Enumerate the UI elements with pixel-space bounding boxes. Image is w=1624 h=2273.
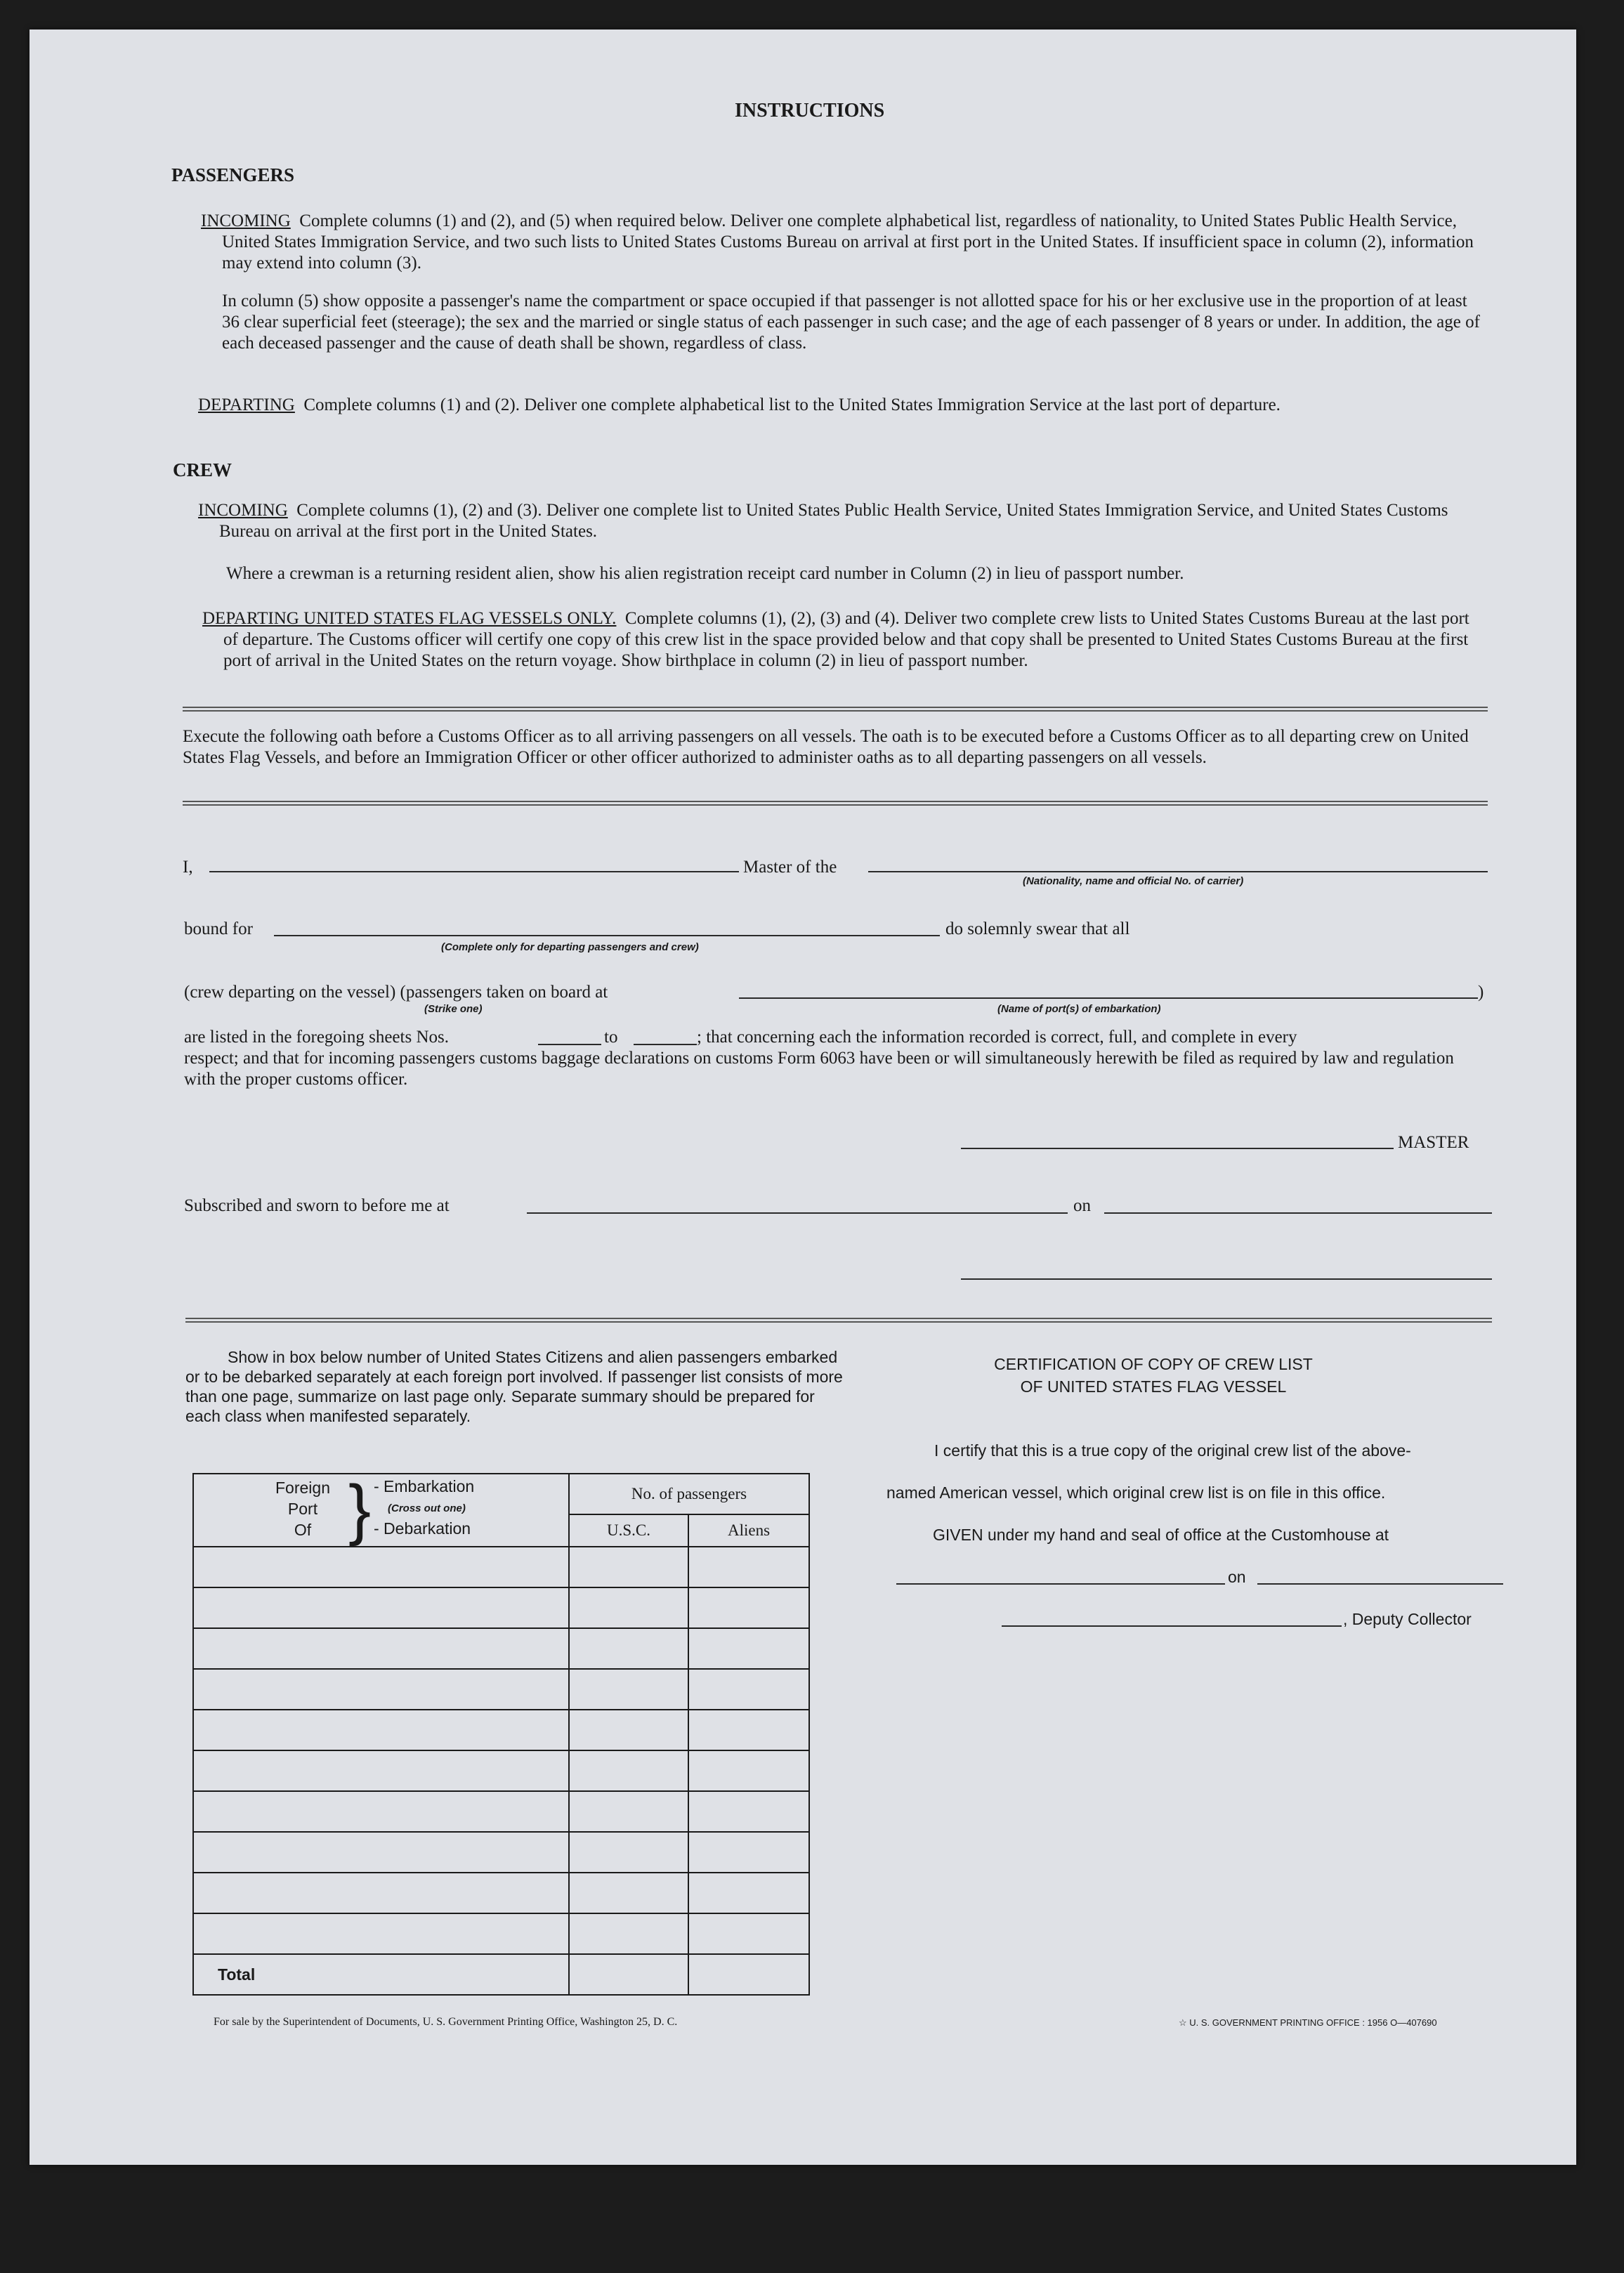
sheet-to-field[interactable] — [634, 1044, 697, 1045]
divider — [183, 707, 1488, 712]
ports-field[interactable] — [739, 997, 1478, 999]
oath-intro: Execute the following oath before a Customs Officer as to all arriving passengers on all vessels. The oath is to be executed before a Customs Officer as to all departing crew on United States Flag Vessels, and before an Immigration Officer or other officer authorized to administer oaths as to all departing passengers on all vessels. — [183, 727, 1469, 767]
aliens-cell[interactable] — [688, 1669, 809, 1710]
table-row — [193, 1791, 809, 1832]
carrier-field[interactable] — [868, 871, 1488, 872]
port-cell[interactable] — [193, 1547, 569, 1587]
footer-sale-note: For sale by the Superintendent of Documents, U. S. Government Printing Office, Washington 25, D. C. — [214, 2016, 678, 2028]
usc-header: U.S.C. — [569, 1514, 688, 1547]
certify-line1: I certify that this is a true copy of the original crew list of the above- — [934, 1441, 1411, 1460]
table-row — [193, 1832, 809, 1873]
port-cell[interactable] — [193, 1873, 569, 1913]
sworn-on-label: on — [1073, 1196, 1091, 1215]
certify-line3: GIVEN under my hand and seal of office at the Customhouse at — [933, 1526, 1389, 1544]
certification-title-line2: OF UNITED STATES FLAG VESSEL — [1020, 1377, 1287, 1396]
aliens-cell[interactable] — [688, 1750, 809, 1791]
aliens-cell[interactable] — [688, 1913, 809, 1954]
subscribed-label: Subscribed and sworn to before me at — [184, 1196, 450, 1215]
aliens-cell[interactable] — [688, 1587, 809, 1628]
crew-incoming-text: Complete columns (1), (2) and (3). Deliver one complete list to United States Public Health Service, United States Immigration Service, and United States Customs Bureau on arrival at the first port in the United States. — [219, 501, 1448, 541]
crew-incoming-block — [198, 500, 1486, 542]
aliens-header: Aliens — [688, 1514, 809, 1547]
swear-label: do solemnly swear that all — [945, 919, 1130, 938]
deputy-signature-field[interactable] — [1002, 1625, 1342, 1627]
port-cell[interactable] — [193, 1628, 569, 1669]
aliens-cell[interactable] — [688, 1791, 809, 1832]
usc-cell[interactable] — [569, 1628, 688, 1669]
crew-heading: CREW — [173, 459, 233, 480]
customhouse-field[interactable] — [896, 1583, 1225, 1585]
crew-departing-block — [202, 608, 1486, 672]
listed-b-text: ; that concerning each the information recorded is correct, full, and complete in every — [697, 1028, 1297, 1047]
table-row — [193, 1710, 809, 1750]
brace-icon: } — [348, 1472, 372, 1547]
total-usc-cell[interactable] — [569, 1954, 688, 1995]
port-cell[interactable] — [193, 1791, 569, 1832]
sworn-date-field[interactable] — [1104, 1212, 1492, 1214]
port-cell[interactable] — [193, 1750, 569, 1791]
table-row — [193, 1669, 809, 1710]
sworn-place-field[interactable] — [527, 1212, 1068, 1214]
listed-to-label: to — [604, 1028, 618, 1047]
passengers-incoming-text: Complete columns (1) and (2), and (5) when required below. Deliver one complete alphabetical list, regardless of nationality, to United States Public Health Service, United States Immigration Service, and two such lists to United States Customs Bureau on arrival at first port in the United States. If insufficient space in column (2), information may extend into column (3). — [222, 211, 1474, 273]
nationality-caption: (Nationality, name and official No. of carrier) — [1023, 875, 1244, 887]
crew-resident-paragraph: Where a crewman is a returning resident alien, show his alien registration receipt card number in Column (2) in lieu of passport number. — [226, 564, 1184, 583]
crew-incoming-label: INCOMING — [198, 501, 288, 520]
listed-c-text: respect; and that for incoming passengers customs baggage declarations on customs Form 6063 have been or will simultaneously herewith be filed as required by law and regulation with the proper customs officer. — [184, 1049, 1454, 1089]
certify-on-label: on — [1228, 1568, 1246, 1586]
usc-cell[interactable] — [569, 1832, 688, 1873]
usc-cell[interactable] — [569, 1710, 688, 1750]
total-row — [193, 1954, 809, 1995]
usc-cell[interactable] — [569, 1750, 688, 1791]
cross-out-caption: (Cross out one) — [388, 1502, 466, 1514]
aliens-cell[interactable] — [688, 1873, 809, 1913]
page-title: INSTRUCTIONS — [735, 100, 885, 122]
certification-title-line1: CERTIFICATION OF COPY OF CREW LIST — [994, 1355, 1313, 1373]
of-label: Of — [294, 1521, 312, 1539]
port-cell[interactable] — [193, 1913, 569, 1954]
usc-cell[interactable] — [569, 1547, 688, 1587]
no-passengers-header: No. of passengers — [569, 1474, 809, 1514]
aliens-cell[interactable] — [688, 1628, 809, 1669]
table-row — [193, 1628, 809, 1669]
summary-instructions: Show in box below number of United States Citizens and alien passengers embarked or to be debarked separately at each foreign port involved. If passenger list consists of more than one page, summarize on last page only. Separate summary should be prepared for each class when manifested separately. — [185, 1348, 843, 1425]
usc-cell[interactable] — [569, 1873, 688, 1913]
table-row — [193, 1913, 809, 1954]
footer-printing-office: ☆ U. S. GOVERNMENT PRINTING OFFICE : 1956 O—407690 — [1179, 2017, 1437, 2028]
usc-cell[interactable] — [569, 1913, 688, 1954]
table-row — [193, 1547, 809, 1587]
divider — [183, 801, 1488, 806]
usc-cell[interactable] — [569, 1791, 688, 1832]
passengers-incoming-label: INCOMING — [201, 211, 291, 230]
passengers-departing-block — [198, 395, 1486, 416]
port-cell[interactable] — [193, 1587, 569, 1628]
strike-caption: (Strike one) — [424, 1003, 483, 1015]
master-of-the-label: Master of the — [743, 858, 837, 877]
port-cell[interactable] — [193, 1710, 569, 1750]
deputy-collector-label: , Deputy Collector — [1343, 1610, 1472, 1628]
sheet-from-field[interactable] — [538, 1044, 601, 1045]
port-cell[interactable] — [193, 1669, 569, 1710]
embarkation-label: - Embarkation — [374, 1477, 475, 1495]
close-paren: ) — [1478, 983, 1484, 1002]
bound-for-field[interactable] — [274, 935, 940, 936]
debarkation-label: - Debarkation — [374, 1519, 471, 1538]
listed-label: are listed in the foregoing sheets Nos. — [184, 1028, 449, 1047]
officer-signature-field[interactable] — [961, 1278, 1492, 1280]
usc-cell[interactable] — [569, 1669, 688, 1710]
oath-i-label: I, — [183, 858, 193, 877]
master-signature-field[interactable] — [961, 1148, 1394, 1149]
table-row — [193, 1587, 809, 1628]
aliens-cell[interactable] — [688, 1832, 809, 1873]
crew-departing-text: Complete columns (1), (2), (3) and (4). Deliver two complete crew lists to United States Customs Bureau at the last port of departure. The Customs officer will certify one copy of this crew list in the space provided below and that copy shall be presented to United States Customs Bureau at the first port of arrival in the United States on the return voyage. Show birthplace in column (2) in lieu of passport number. — [223, 609, 1469, 670]
crew-departing-label: DEPARTING UNITED STATES FLAG VESSELS ONLY. — [202, 609, 617, 628]
total-label: Total — [193, 1954, 569, 1995]
master-name-field[interactable] — [209, 871, 739, 872]
port-header-cell — [193, 1474, 569, 1547]
master-label: MASTER — [1398, 1133, 1469, 1152]
summary-table — [192, 1473, 810, 1996]
passengers-incoming-block — [201, 211, 1486, 274]
total-aliens-cell[interactable] — [688, 1954, 809, 1995]
port-cell[interactable] — [193, 1832, 569, 1873]
crew-departing-label: (crew departing on the vessel) (passengers taken on board at — [184, 983, 608, 1002]
passengers-departing-text: Complete columns (1) and (2). Deliver one complete alphabetical list to the United States Immigration Service at the last port of departure. — [303, 395, 1281, 414]
form-page — [30, 30, 1576, 2165]
passengers-departing-label: DEPARTING — [198, 395, 295, 414]
table-row — [193, 1750, 809, 1791]
certify-line2: named American vessel, which original crew list is on file in this office. — [886, 1483, 1386, 1502]
foreign-label: Foreign — [275, 1479, 330, 1497]
ports-caption: (Name of port(s) of embarkation) — [997, 1003, 1161, 1015]
aliens-cell[interactable] — [688, 1547, 809, 1587]
bound-for-label: bound for — [184, 919, 253, 938]
table-row — [193, 1873, 809, 1913]
certification-title — [957, 1353, 1350, 1398]
complete-caption: (Complete only for departing passengers and crew) — [441, 941, 699, 953]
passengers-heading: PASSENGERS — [171, 164, 295, 185]
port-label: Port — [287, 1500, 318, 1518]
usc-cell[interactable] — [569, 1587, 688, 1628]
certify-date-field[interactable] — [1257, 1583, 1503, 1585]
column5-paragraph: In column (5) show opposite a passenger's name the compartment or space occupied if that passenger is not allotted space for his or her exclusive use in the proportion of at least 36 clear superficial feet (steerage); the sex and the married or single status of each passenger in such case; and the age of each passenger of 8 years or under. In addition, the age of each deceased passenger and the cause of death shall be shown, regardless of class. — [222, 292, 1480, 353]
aliens-cell[interactable] — [688, 1710, 809, 1750]
divider — [185, 1318, 1492, 1323]
